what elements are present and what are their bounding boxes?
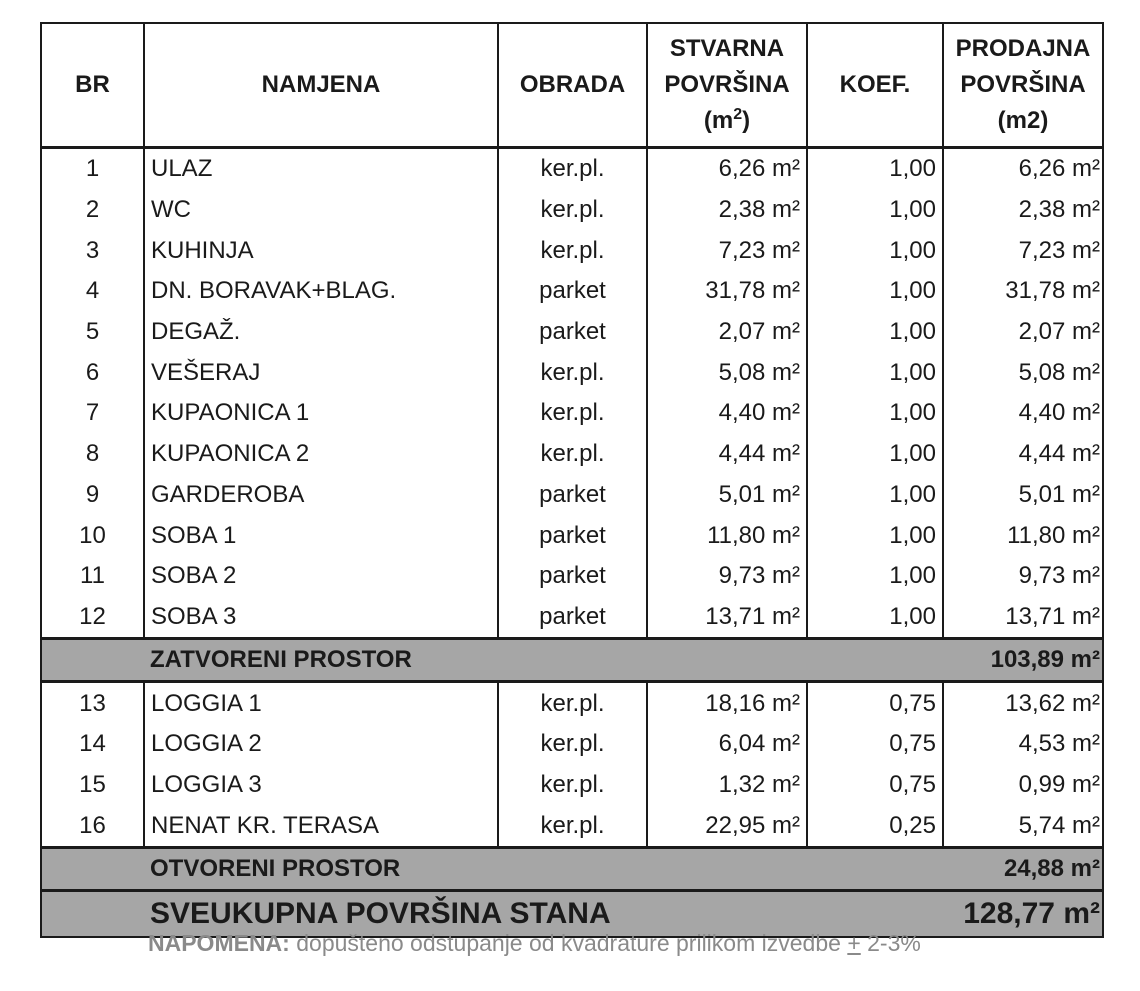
room-actual-area: 5,08 m² xyxy=(647,352,807,393)
room-coefficient: 1,00 xyxy=(807,190,943,231)
room-sale-area: 4,40 m² xyxy=(943,393,1103,434)
room-finish: ker.pl. xyxy=(498,765,647,806)
room-finish: ker.pl. xyxy=(498,352,647,393)
room-finish: ker.pl. xyxy=(498,724,647,765)
header-prodajna-line3: (m2) xyxy=(997,107,1049,134)
room-number: 8 xyxy=(41,434,144,475)
room-name: KUPAONICA 2 xyxy=(144,434,498,475)
room-coefficient: 1,00 xyxy=(807,230,943,271)
room-name: LOGGIA 2 xyxy=(144,724,498,765)
room-coefficient: 0,75 xyxy=(807,765,943,806)
header-stvarna-line1: STVARNA xyxy=(669,35,785,62)
note-tail: 2-3% xyxy=(860,930,921,956)
room-number: 11 xyxy=(41,556,144,597)
room-name: DEGAŽ. xyxy=(144,312,498,353)
table-row xyxy=(41,393,1103,434)
room-actual-area: 2,38 m² xyxy=(647,190,807,231)
area-table xyxy=(40,22,1104,938)
header-stvarna-line3: (m xyxy=(703,107,734,134)
table-row xyxy=(41,312,1103,353)
grand-total-label: SVEUKUPNA POVRŠINA STANA xyxy=(144,891,943,938)
room-finish: parket xyxy=(498,556,647,597)
open-subtotal-row xyxy=(41,848,1103,891)
room-number: 13 xyxy=(41,682,144,724)
room-coefficient: 1,00 xyxy=(807,393,943,434)
room-name: NENAT KR. TERASA xyxy=(144,805,498,847)
room-name: SOBA 2 xyxy=(144,556,498,597)
open-subtotal-label: OTVORENI PROSTOR xyxy=(144,848,943,891)
room-coefficient: 0,75 xyxy=(807,682,943,724)
room-finish: parket xyxy=(498,475,647,516)
header-stvarna-close: ) xyxy=(742,107,751,134)
header-br: BR xyxy=(41,23,144,148)
header-prodajna-line2: POVRŠINA xyxy=(960,71,1086,98)
header-stvarna-line2: POVRŠINA xyxy=(664,71,790,98)
table-row xyxy=(41,765,1103,806)
room-finish: parket xyxy=(498,597,647,639)
room-number: 12 xyxy=(41,597,144,639)
room-sale-area: 31,78 m² xyxy=(943,271,1103,312)
room-actual-area: 4,44 m² xyxy=(647,434,807,475)
room-name: LOGGIA 1 xyxy=(144,682,498,724)
room-number: 7 xyxy=(41,393,144,434)
room-finish: ker.pl. xyxy=(498,190,647,231)
table-row xyxy=(41,352,1103,393)
open-subtotal-value: 24,88 m² xyxy=(943,848,1103,891)
room-coefficient: 1,00 xyxy=(807,148,943,190)
room-finish: ker.pl. xyxy=(498,393,647,434)
room-finish: parket xyxy=(498,515,647,556)
table-row xyxy=(41,148,1103,190)
room-name: VEŠERAJ xyxy=(144,352,498,393)
table-row xyxy=(41,475,1103,516)
room-coefficient: 1,00 xyxy=(807,352,943,393)
room-number: 16 xyxy=(41,805,144,847)
room-number: 1 xyxy=(41,148,144,190)
table-row xyxy=(41,556,1103,597)
room-actual-area: 1,32 m² xyxy=(647,765,807,806)
room-name: ULAZ xyxy=(144,148,498,190)
table-row xyxy=(41,805,1103,847)
room-number: 14 xyxy=(41,724,144,765)
header-namjena: NAMJENA xyxy=(144,23,498,148)
header-prodajna-line1: PRODAJNA xyxy=(955,35,1091,62)
room-actual-area: 6,26 m² xyxy=(647,148,807,190)
table-row xyxy=(41,682,1103,724)
room-coefficient: 1,00 xyxy=(807,475,943,516)
room-sale-area: 5,74 m² xyxy=(943,805,1103,847)
room-finish: parket xyxy=(498,271,647,312)
napomena-note xyxy=(148,930,921,957)
room-coefficient: 1,00 xyxy=(807,434,943,475)
table-row xyxy=(41,597,1103,639)
note-label: NAPOMENA: xyxy=(148,930,290,956)
area-table-sheet xyxy=(40,22,1102,938)
room-sale-area: 9,73 m² xyxy=(943,556,1103,597)
room-coefficient: 0,25 xyxy=(807,805,943,847)
room-actual-area: 18,16 m² xyxy=(647,682,807,724)
room-finish: ker.pl. xyxy=(498,148,647,190)
header-koef: KOEF. xyxy=(807,23,943,148)
closed-rooms-body xyxy=(41,148,1103,639)
room-name: SOBA 1 xyxy=(144,515,498,556)
room-finish: ker.pl. xyxy=(498,230,647,271)
plus-minus-sign: + xyxy=(847,930,861,956)
room-sale-area: 7,23 m² xyxy=(943,230,1103,271)
room-coefficient: 1,00 xyxy=(807,312,943,353)
room-name: SOBA 3 xyxy=(144,597,498,639)
closed-subtotal-row xyxy=(41,639,1103,682)
room-number: 2 xyxy=(41,190,144,231)
header-stvarna-povrsina xyxy=(647,23,807,148)
room-sale-area: 0,99 m² xyxy=(943,765,1103,806)
closed-subtotal-value: 103,89 m² xyxy=(943,639,1103,682)
table-row xyxy=(41,434,1103,475)
room-number: 15 xyxy=(41,765,144,806)
closed-subtotal-label: ZATVORENI PROSTOR xyxy=(144,639,943,682)
room-actual-area: 13,71 m² xyxy=(647,597,807,639)
room-coefficient: 1,00 xyxy=(807,597,943,639)
room-coefficient: 1,00 xyxy=(807,556,943,597)
open-rooms-body xyxy=(41,682,1103,848)
room-number: 4 xyxy=(41,271,144,312)
room-actual-area: 7,23 m² xyxy=(647,230,807,271)
room-sale-area: 13,62 m² xyxy=(943,682,1103,724)
room-sale-area: 13,71 m² xyxy=(943,597,1103,639)
room-sale-area: 2,07 m² xyxy=(943,312,1103,353)
room-actual-area: 9,73 m² xyxy=(647,556,807,597)
room-name: WC xyxy=(144,190,498,231)
room-number: 6 xyxy=(41,352,144,393)
table-row xyxy=(41,230,1103,271)
table-header-row xyxy=(41,23,1103,148)
room-finish: parket xyxy=(498,312,647,353)
room-name: LOGGIA 3 xyxy=(144,765,498,806)
room-sale-area: 11,80 m² xyxy=(943,515,1103,556)
room-sale-area: 2,38 m² xyxy=(943,190,1103,231)
note-text: dopušteno odstupanje od kvadrature prilikom izvedbe xyxy=(289,930,848,956)
room-number: 3 xyxy=(41,230,144,271)
room-actual-area: 22,95 m² xyxy=(647,805,807,847)
room-number: 10 xyxy=(41,515,144,556)
room-actual-area: 5,01 m² xyxy=(647,475,807,516)
room-name: KUPAONICA 1 xyxy=(144,393,498,434)
header-prodajna-povrsina xyxy=(943,23,1103,148)
room-number: 5 xyxy=(41,312,144,353)
table-row xyxy=(41,724,1103,765)
room-sale-area: 4,44 m² xyxy=(943,434,1103,475)
room-sale-area: 4,53 m² xyxy=(943,724,1103,765)
room-number: 9 xyxy=(41,475,144,516)
room-actual-area: 31,78 m² xyxy=(647,271,807,312)
room-name: KUHINJA xyxy=(144,230,498,271)
header-stvarna-sup: 2 xyxy=(733,106,743,123)
table-row xyxy=(41,190,1103,231)
room-actual-area: 11,80 m² xyxy=(647,515,807,556)
room-coefficient: 1,00 xyxy=(807,271,943,312)
room-sale-area: 5,01 m² xyxy=(943,475,1103,516)
room-name: DN. BORAVAK+BLAG. xyxy=(144,271,498,312)
room-actual-area: 2,07 m² xyxy=(647,312,807,353)
room-finish: ker.pl. xyxy=(498,434,647,475)
room-sale-area: 5,08 m² xyxy=(943,352,1103,393)
header-obrada: OBRADA xyxy=(498,23,647,148)
room-actual-area: 4,40 m² xyxy=(647,393,807,434)
room-sale-area: 6,26 m² xyxy=(943,148,1103,190)
table-row xyxy=(41,515,1103,556)
room-coefficient: 0,75 xyxy=(807,724,943,765)
room-name: GARDEROBA xyxy=(144,475,498,516)
room-finish: ker.pl. xyxy=(498,682,647,724)
grand-total-value: 128,77 m² xyxy=(943,891,1103,938)
table-row xyxy=(41,271,1103,312)
room-actual-area: 6,04 m² xyxy=(647,724,807,765)
room-coefficient: 1,00 xyxy=(807,515,943,556)
room-finish: ker.pl. xyxy=(498,805,647,847)
